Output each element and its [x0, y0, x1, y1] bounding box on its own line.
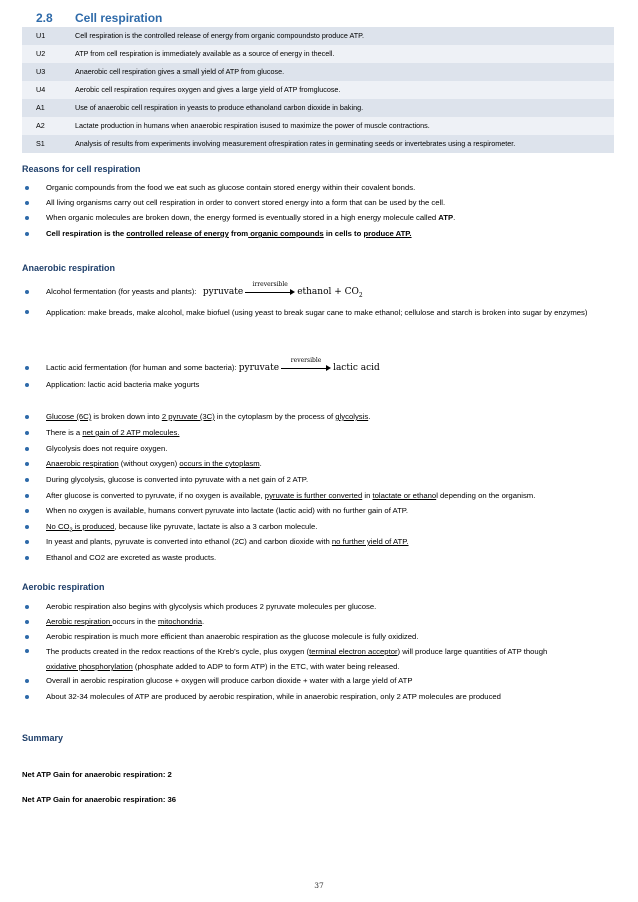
equation-reactant: pyruvate [238, 363, 280, 373]
bullet-icon [25, 201, 29, 205]
text-run: ) will produce large quantities of ATP though [397, 647, 548, 656]
aerobic-heading: Aerobic respiration [22, 582, 105, 592]
bullet-icon [25, 431, 29, 435]
outcome-code: U2 [36, 49, 46, 58]
bullet-text [46, 227, 616, 241]
outcome-code: S1 [36, 139, 45, 148]
text-run: is produced [72, 522, 115, 531]
bullet-icon [25, 649, 29, 653]
bullet-text [46, 426, 616, 440]
text-run: occurs in the [112, 617, 158, 626]
bullet-text: Ethanol and CO2 are excreted as waste products. [46, 553, 217, 562]
text-run: (phosphate added to ADP to form ATP) in the ETC, with water being released. [132, 662, 400, 671]
summary-line-anaerobic: Net ATP Gain for anaerobic respiration: 2 [22, 770, 172, 779]
bullet-icon [25, 462, 29, 466]
bullet-icon [25, 525, 29, 529]
table-row [22, 81, 614, 99]
text-run: in [362, 491, 373, 500]
bullet-icon [25, 383, 29, 387]
bullet-text [46, 457, 616, 471]
bullet-icon [25, 186, 29, 190]
bullet-icon [25, 216, 29, 220]
outcome-text: Anaerobic cell respiration gives a small yield of ATP from glucose. [75, 67, 285, 76]
underlined-term: mitochondria [157, 617, 202, 626]
underlined-term: organic compounds [248, 229, 324, 238]
underlined-term: glycolysis [335, 412, 369, 421]
bullet-text: During glycolysis, glucose is converted into pyruvate with a net gain of 2 ATP. [46, 475, 309, 484]
bullet-text: Application: lactic acid bacteria make yogurts [46, 380, 200, 389]
table-row [22, 99, 614, 117]
text-run: When organic molecules are broken down, the energy formed is eventually stored in a high energy molecule called [46, 213, 439, 222]
bullet-icon [25, 366, 29, 370]
outcome-text: Lactate production in humans when anaerobic respiration isused to maximize the power of muscle contractions. [75, 121, 430, 130]
bullet-icon [25, 556, 29, 560]
bullet-icon [25, 290, 29, 294]
bullet-text: Application: make breads, make alcohol, make biofuel (using yeast to break sugar cane to make ethanol; cellulose and starch is broken into sugar by enzymes) [46, 308, 588, 317]
underlined-term: terminal electron acceptor [309, 647, 398, 656]
underlined-term: oxidative phosphorylation [46, 662, 133, 671]
underlined-term: Glucose (6C) [46, 412, 92, 421]
outcome-code: U4 [36, 85, 46, 94]
arrow-label: irreversible [252, 280, 288, 288]
bullet-text [46, 615, 616, 629]
text-run: In yeast and plants, pyruvate is converted into ethanol (2C) and carbon dioxide with [46, 537, 332, 546]
outcome-code: U3 [36, 67, 46, 76]
text-run: Alcohol fermentation (for yeasts and plants): [46, 287, 197, 296]
summary-line-aerobic: Net ATP Gain for anaerobic respiration: 36 [22, 795, 177, 804]
text-run: No CO [46, 522, 70, 531]
text-run: from [228, 229, 249, 238]
underlined-term: controlled release of energy [126, 229, 229, 238]
anaerobic-heading: Anaerobic respiration [22, 263, 116, 273]
underlined-term: 2 pyruvate (3C) [161, 412, 215, 421]
bullet-text: Glycolysis does not require oxygen. [46, 444, 168, 453]
underlined-term: produce ATP. [363, 229, 412, 238]
section-number: 2.8 [36, 11, 53, 25]
bullet-icon [25, 232, 29, 236]
bullet-text [46, 489, 616, 503]
reasons-heading: Reasons for cell respiration [22, 164, 141, 174]
text-run: ethanol + CO [297, 287, 359, 297]
bullet-text [46, 280, 616, 303]
underlined-term: net gain of 2 ATP molecules. [82, 428, 180, 437]
bullet-text: Aerobic respiration is much more efficient than anaerobic respiration as the glucose molecule is fully oxidized. [46, 632, 419, 641]
text-run: . [259, 459, 262, 468]
table-row [22, 117, 614, 135]
bullet-icon [25, 679, 29, 683]
bullet-text: All living organisms carry out cell respiration in order to convert stored energy into a form that can be used by the cell. [46, 198, 446, 207]
outcome-text: Analysis of results from experiments involving measurement ofrespiration rates in germinating seeds or invertebrates using a respirometer. [75, 139, 516, 148]
table-row [22, 27, 614, 45]
bullet-icon [25, 695, 29, 699]
equation-product: lactic acid [333, 363, 380, 373]
bullet-text: Organic compounds from the food we eat such as glucose contain stored energy within their covalent bonds. [46, 183, 416, 192]
underlined-term: pyruvate is further converted [264, 491, 363, 500]
text-run: The products created in the redox reactions of the Kreb’s cycle, plus oxygen ( [46, 647, 310, 656]
bullet-text: Overall in aerobic respiration glucose + oxygen will produce carbon dioxide + water with a large yield of ATP [46, 676, 413, 685]
text-run: in cells to [323, 229, 364, 238]
bullet-text [46, 535, 616, 549]
bullet-icon [25, 540, 29, 544]
text-run: (without oxygen) [118, 459, 180, 468]
bullet-icon [25, 415, 29, 419]
page-number: 37 [314, 881, 324, 890]
underlined-term: tolactate or ethano [372, 491, 437, 500]
outcome-code: U1 [36, 31, 46, 40]
atp-bold-text: ATP [438, 213, 454, 222]
bullet-text: When no oxygen is available, humans convert pyruvate into lactate (lactic acid) with no further gain of ATP. [46, 506, 409, 515]
underlined-term: Aerobic respiration [46, 617, 113, 626]
reaction-arrow [281, 356, 331, 373]
bullet-icon [25, 494, 29, 498]
underlined-term [46, 522, 115, 534]
outcome-text: Use of anaerobic cell respiration in yeasts to produce ethanoland carbon dioxide in baking. [75, 103, 364, 112]
section-title: Cell respiration [75, 11, 163, 25]
subscript: 2 [69, 527, 73, 534]
bullet-icon [25, 635, 29, 639]
text-run: . [368, 412, 371, 421]
text-run: in the cytoplasm by the process of [214, 412, 336, 421]
text-run: , because like pyruvate, lactate is also a 3 carbon molecule. [114, 522, 318, 531]
outcome-code: A2 [36, 121, 45, 130]
learning-outcomes-table [22, 27, 614, 153]
text-run: is broken down into [91, 412, 162, 421]
bullet-icon [25, 310, 29, 314]
text-run: After glucose is converted to pyruvate, if no oxygen is available, [46, 491, 265, 500]
bullet-icon [25, 605, 29, 609]
bullet-icon [25, 620, 29, 624]
bullet-text [46, 211, 616, 225]
bullet-text [46, 644, 576, 674]
bullet-icon [25, 447, 29, 451]
table-row [22, 45, 614, 63]
text-run: . [453, 213, 456, 222]
bullet-icon [25, 478, 29, 482]
reaction-arrow [245, 280, 295, 297]
outcome-text: Aerobic cell respiration requires oxygen and gives a large yield of ATP fromglucose. [75, 85, 341, 94]
text-run: Cell respiration is the [46, 229, 127, 238]
text-run: . [201, 617, 205, 626]
section-header [0, 4, 638, 28]
underlined-term: Anaerobic respiration [46, 459, 119, 468]
underlined-term: no further yield of ATP. [331, 537, 409, 546]
bullet-text: Aerobic respiration also begins with glycolysis which produces 2 pyruvate molecules per glucose. [46, 602, 377, 611]
equation-product [297, 287, 363, 297]
bullet-text [46, 356, 616, 375]
table-row [22, 63, 614, 81]
arrow-label: reversible [290, 356, 322, 364]
outcome-text: Cell respiration is the controlled release of energy from organic compoundsto produce ATP. [75, 31, 364, 40]
outcome-code: A1 [36, 103, 45, 112]
underlined-term: occurs in the cytoplasm [179, 459, 260, 468]
bullet-text [46, 410, 616, 424]
subscript: 2 [358, 291, 363, 299]
text-run: Lactic acid fermentation (for human and some bacteria): [46, 363, 237, 372]
bullet-icon [25, 509, 29, 513]
text-run: l depending on the organism. [436, 491, 536, 500]
table-row [22, 135, 614, 153]
outcome-text: ATP from cell respiration is immediately available as a source of energy in thecell. [75, 49, 335, 58]
summary-heading: Summary [22, 733, 64, 743]
equation-reactant: pyruvate [202, 287, 244, 297]
text-run: There is a [46, 428, 83, 437]
bullet-text: About 32-34 molecules of ATP are produced by aerobic respiration, while in anaerobic respiration, only 2 ATP molecules are produced [46, 692, 501, 701]
